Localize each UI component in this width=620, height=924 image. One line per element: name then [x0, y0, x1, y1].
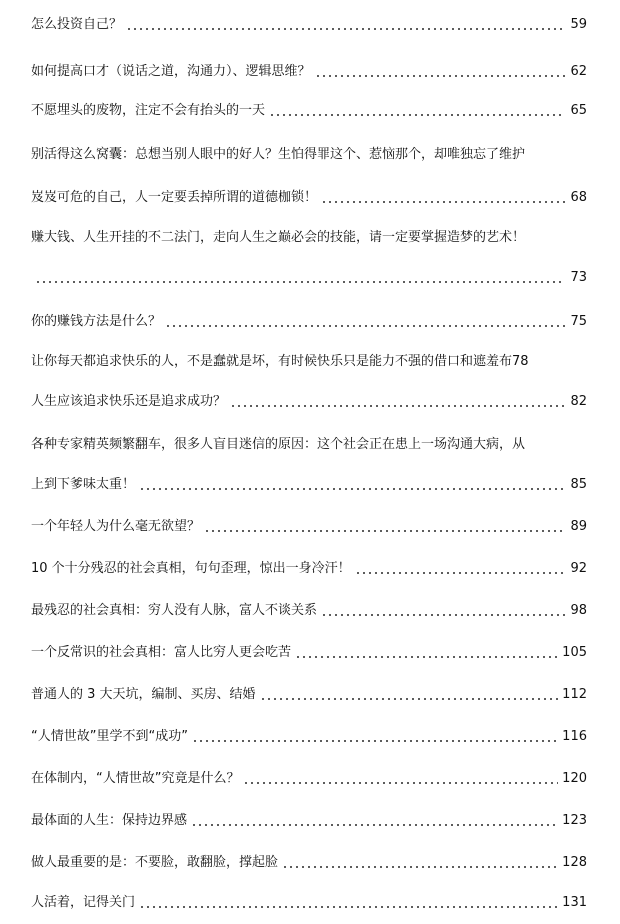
- toc-entry: [31, 345, 587, 371]
- toc-entry-page: 92: [570, 561, 587, 576]
- toc-entry: [31, 720, 587, 746]
- toc-entry-page: 105: [562, 645, 587, 660]
- dot-leader: [126, 28, 565, 30]
- dot-leader: [35, 281, 565, 283]
- toc-entry-page: 85: [570, 477, 587, 492]
- toc-entry-line-1: [31, 221, 587, 247]
- toc-entry: [31, 678, 587, 704]
- toc-entry-page: 131: [562, 895, 587, 910]
- toc-entry-page: 116: [562, 729, 587, 744]
- toc-entry-title-part: 赚大钱、人生开挂的不二法门，走向人生之巅必会的技能，请一定要掌握造梦的艺术！: [31, 230, 526, 245]
- toc-entry-title: 普通人的 3 大天坑，编制、买房、结婚: [31, 687, 256, 702]
- toc-entry-page: 123: [562, 813, 587, 828]
- toc-entry-line-1: [31, 428, 587, 454]
- toc-entry-page: 112: [562, 687, 587, 702]
- toc-entry: [31, 594, 587, 620]
- toc-entry: [31, 261, 587, 287]
- toc-entry-page: 89: [570, 519, 587, 534]
- dot-leader: [355, 572, 565, 574]
- toc-entry: [31, 552, 587, 578]
- toc-entry-title: 做人最重要的是：不要脸，敢翻脸，撑起脸: [31, 855, 279, 870]
- toc-entry-title: 在体制内，“人情世故”究竟是什么？: [31, 771, 240, 786]
- toc-entry-title: 不愿埋头的废物，注定不会有抬头的一天: [31, 103, 266, 118]
- toc-entry: [31, 886, 587, 912]
- toc-entry-line-1: [31, 138, 587, 164]
- toc-entry-title: 上到下爹味太重！: [31, 477, 136, 492]
- toc-entry-page: 128: [562, 855, 587, 870]
- dot-leader: [315, 75, 565, 77]
- toc-entry-title: 一个年轻人为什么毫无欲望？: [31, 519, 201, 534]
- dot-leader: [243, 782, 558, 784]
- dot-leader: [282, 866, 558, 868]
- toc-entry: [31, 55, 587, 81]
- dot-leader: [192, 740, 558, 742]
- toc-entry: [31, 181, 587, 207]
- toc-entry-page: 62: [570, 64, 587, 79]
- toc-entry-page: 120: [562, 771, 587, 786]
- toc-entry: [31, 804, 587, 830]
- dot-leader: [321, 201, 565, 203]
- toc-entry: [31, 305, 587, 331]
- toc-entry-title: 人活着，记得关门: [31, 895, 136, 910]
- toc-entry: [31, 846, 587, 872]
- toc-entry-page: 68: [570, 190, 587, 205]
- toc-entry: [31, 94, 587, 120]
- dot-leader: [204, 530, 565, 532]
- toc-entry-title: 怎么投资自己？: [31, 17, 123, 32]
- toc-entry: [31, 636, 587, 662]
- toc-entry-title: 10 个十分残忍的社会真相，句句歪理，惊出一身冷汗！: [31, 561, 351, 576]
- toc-entry-title: 如何提高口才（说话之道，沟通力）、逻辑思维？: [31, 64, 311, 79]
- dot-leader: [139, 906, 558, 908]
- toc-entry-title-part: 各种专家精英频繁翻车，很多人盲目迷信的原因：这个社会正在患上一场沟通大病，从: [31, 437, 526, 452]
- toc-entry-page: 98: [570, 603, 587, 618]
- toc-entry: [31, 8, 587, 34]
- toc-entry-title: 你的赚钱方法是什么？: [31, 314, 162, 329]
- toc-entry-title: 最体面的人生：保持边界感: [31, 813, 188, 828]
- dot-leader: [191, 824, 558, 826]
- toc-entry-title: 岌岌可危的自己，人一定要丢掉所谓的道德枷锁！: [31, 190, 318, 205]
- toc-entry-title: “人情世故”里学不到“成功”: [31, 729, 188, 744]
- toc-entry: [31, 510, 587, 536]
- dot-leader: [230, 405, 565, 407]
- toc-entry-page: 82: [570, 394, 587, 409]
- toc-entry-title-part: 别活得这么窝囊：总想当别人眼中的好人？生怕得罪这个、惹恼那个，却唯独忘了维护: [31, 147, 526, 162]
- toc-entry-title: 最残忍的社会真相：穷人没有人脉，富人不谈关系: [31, 603, 318, 618]
- toc-entry: [31, 385, 587, 411]
- dot-leader: [269, 114, 565, 116]
- dot-leader: [165, 325, 565, 327]
- toc-entry-title: 人生应该追求快乐还是追求成功？: [31, 394, 227, 409]
- dot-leader: [260, 698, 559, 700]
- toc-entry-page: 75: [570, 314, 587, 329]
- toc-entry-page: 65: [570, 103, 587, 118]
- toc-entry: [31, 762, 587, 788]
- toc-entry: [31, 468, 587, 494]
- toc-entry-title: 让你每天都追求快乐的人，不是蠢就是坏，有时候快乐只是能力不强的借口和遮羞布78: [31, 354, 529, 369]
- toc-entry-title: 一个反常识的社会真相：富人比穷人更会吃苦: [31, 645, 292, 660]
- toc-entry-page: 59: [570, 17, 587, 32]
- dot-leader: [295, 656, 558, 658]
- dot-leader: [321, 614, 565, 616]
- dot-leader: [139, 488, 565, 490]
- toc-entry-page: 73: [570, 270, 587, 285]
